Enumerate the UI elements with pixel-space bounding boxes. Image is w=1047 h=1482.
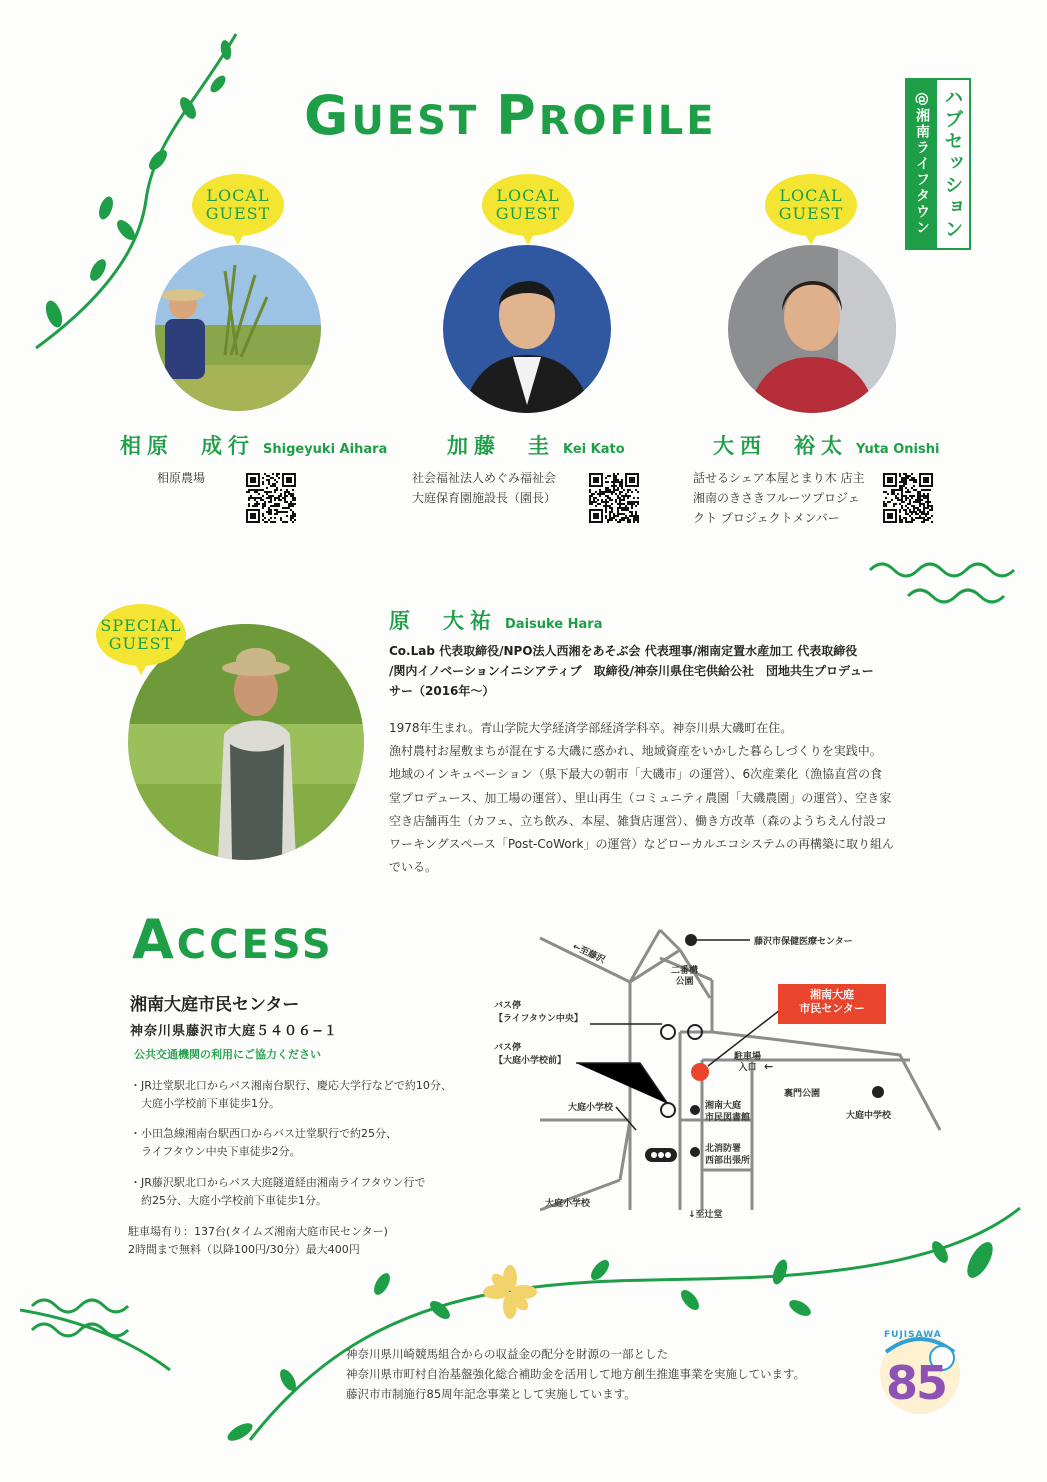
qr-code-kato[interactable] [589, 473, 639, 523]
venue-name: 湘南大庭市民センター [130, 995, 300, 1015]
fujisawa-85-logo: FUJISAWA 85 [872, 1322, 968, 1418]
venue-address: 神奈川県藤沢市大庭５４０６−１ [130, 1024, 338, 1039]
session-subtitle: @湘南ライフタウン [907, 80, 937, 248]
access-title: ACCESS [132, 908, 334, 971]
guest-badge: LOCAL GUEST [192, 174, 284, 236]
map-label-oba-junior: 大庭中学校 [846, 1111, 892, 1121]
map-label-bus-oba-elem: バス停 【大庭小学校前】 [494, 1043, 567, 1066]
wave-right-top [868, 556, 1023, 608]
map-label-fire-station: 北消防署 西部出張所 [705, 1144, 751, 1166]
access-map [480, 920, 950, 1225]
guest-affiliation: 相原農場 [157, 471, 206, 485]
map-label-parking-entry: 駐車場 入口 [734, 1052, 762, 1073]
guest-photo-onishi [728, 245, 896, 413]
guest-name-row: 大西 裕太 Yuta Onishi [713, 434, 940, 458]
parking-info: 駐車場有り：137台(タイムズ湘南大庭市民センター) 2時間まで無料（以降100円/30分）最大400円 [128, 1225, 388, 1256]
map-label-health-center: 藤沢市保健医療センター [754, 937, 853, 947]
map-label-park-ura: 裏門公園 [784, 1089, 821, 1099]
guest-affiliation: 社会福祉法人めぐみ福祉会 大庭保育園施設長（園長） [412, 471, 557, 505]
guest-name-row: 加藤 圭 Kei Kato [447, 434, 625, 458]
map-label-venue: 湘南大庭 市民センター [799, 988, 865, 1015]
guest-photo-kato [443, 245, 611, 413]
guest-photo-aihara [155, 245, 321, 411]
session-title: ハブセッション [937, 80, 969, 248]
guest-badge: LOCAL GUEST [482, 174, 574, 236]
map-label-oba-elem-bottom: 大庭小学校 [545, 1199, 591, 1209]
guest-badge: LOCAL GUEST [765, 174, 857, 236]
qr-code-aihara[interactable] [246, 473, 296, 523]
map-label-to-fujisawa: ←至藤沢 [570, 942, 607, 966]
route-jr-tsujido: ・JR辻堂駅北口からバス湘南台駅行、慶応大学行などで約10分、 大庭小学校前下車徒歩1分。 [130, 1079, 452, 1110]
parking-arrow-icon: ← [764, 1060, 774, 1073]
map-label-bus-lifetown: バス停 【ライフタウン中央】 [494, 1001, 583, 1024]
special-guest-roles: Co.Lab 代表取締役/NPO法人西湘をあそぶ会 代表理事/湘南定置水産加工 代表取締役 /関内イノベーションイニシアティブ 取締役/神奈川県住宅供給公社 団地共生プロデュー サー（2016年～） [389, 644, 874, 698]
special-guest-name-row: 原 大祐 Daisuke Hara [389, 609, 603, 633]
route-odakyu: ・小田急線湘南台駅西口からバス辻堂駅行で約25分、 ライフタウン中央下車徒歩2分。 [130, 1127, 397, 1158]
qr-code-onishi[interactable] [883, 473, 933, 523]
transport-note: 公共交通機関の利用にご協力ください [134, 1048, 321, 1061]
guest-name-row: 相原 成行 Shigeyuki Aihara [120, 434, 388, 458]
map-label-oba-elem-top: 大庭小学校 [568, 1103, 614, 1113]
guest-affiliation: 話せるシェア本屋とまり木 店主 湘南のきさきフルーツプロジェ クト プロジェクトメンバー [693, 471, 865, 525]
map-label-library: 湘南大庭 市民図書館 [705, 1101, 751, 1123]
special-guest-bio: 1978年生まれ。青山学院大学経済学部経済学科卒。神奈川県大磯町在住。 漁村農村お屋敷まちが混在する大磯に惑かれ、地域資産をいかした暮らしづくりを実践中。 地域のインキュベーション（県下最大の朝市「大磯市」の運営）、6次産業化（漁協直営の食 堂プロデュース、加工場の運営）、里山再生（コミュニティ農園「大磯農園」の運営）、空き家 空き店舗再生（カフェ、立ち飲み、本屋、雑貨店運営）、働き方改革（森のようちえん付設コ ワーキングスペース「Post-CoWork」の運営）などローカルエコシステムの再構築に取り組ん でいる。 [389, 721, 895, 875]
session-tab [905, 78, 971, 250]
page-title: GUEST PROFILE [304, 84, 717, 147]
map-label-to-tsujido: ↓至辻堂 [688, 1210, 723, 1220]
footer-note: 神奈川県川崎競馬組合からの収益金の配分を財源の一部とした 神奈川県市町村自治基盤強化総合補助金を活用して地方創生推進事業を実施しています。 藤沢市市制施行85周年記念事業として実施しています。 [346, 1347, 806, 1401]
special-guest-badge: SPECIAL GUEST [96, 604, 186, 666]
route-jr-fujisawa: ・JR藤沢駅北口からバス大庭隧道経由湘南ライフタウン行で 約25分、大庭小学校前下車徒歩1分。 [130, 1176, 426, 1207]
map-label-park2: 二番構 公園 [671, 966, 699, 987]
